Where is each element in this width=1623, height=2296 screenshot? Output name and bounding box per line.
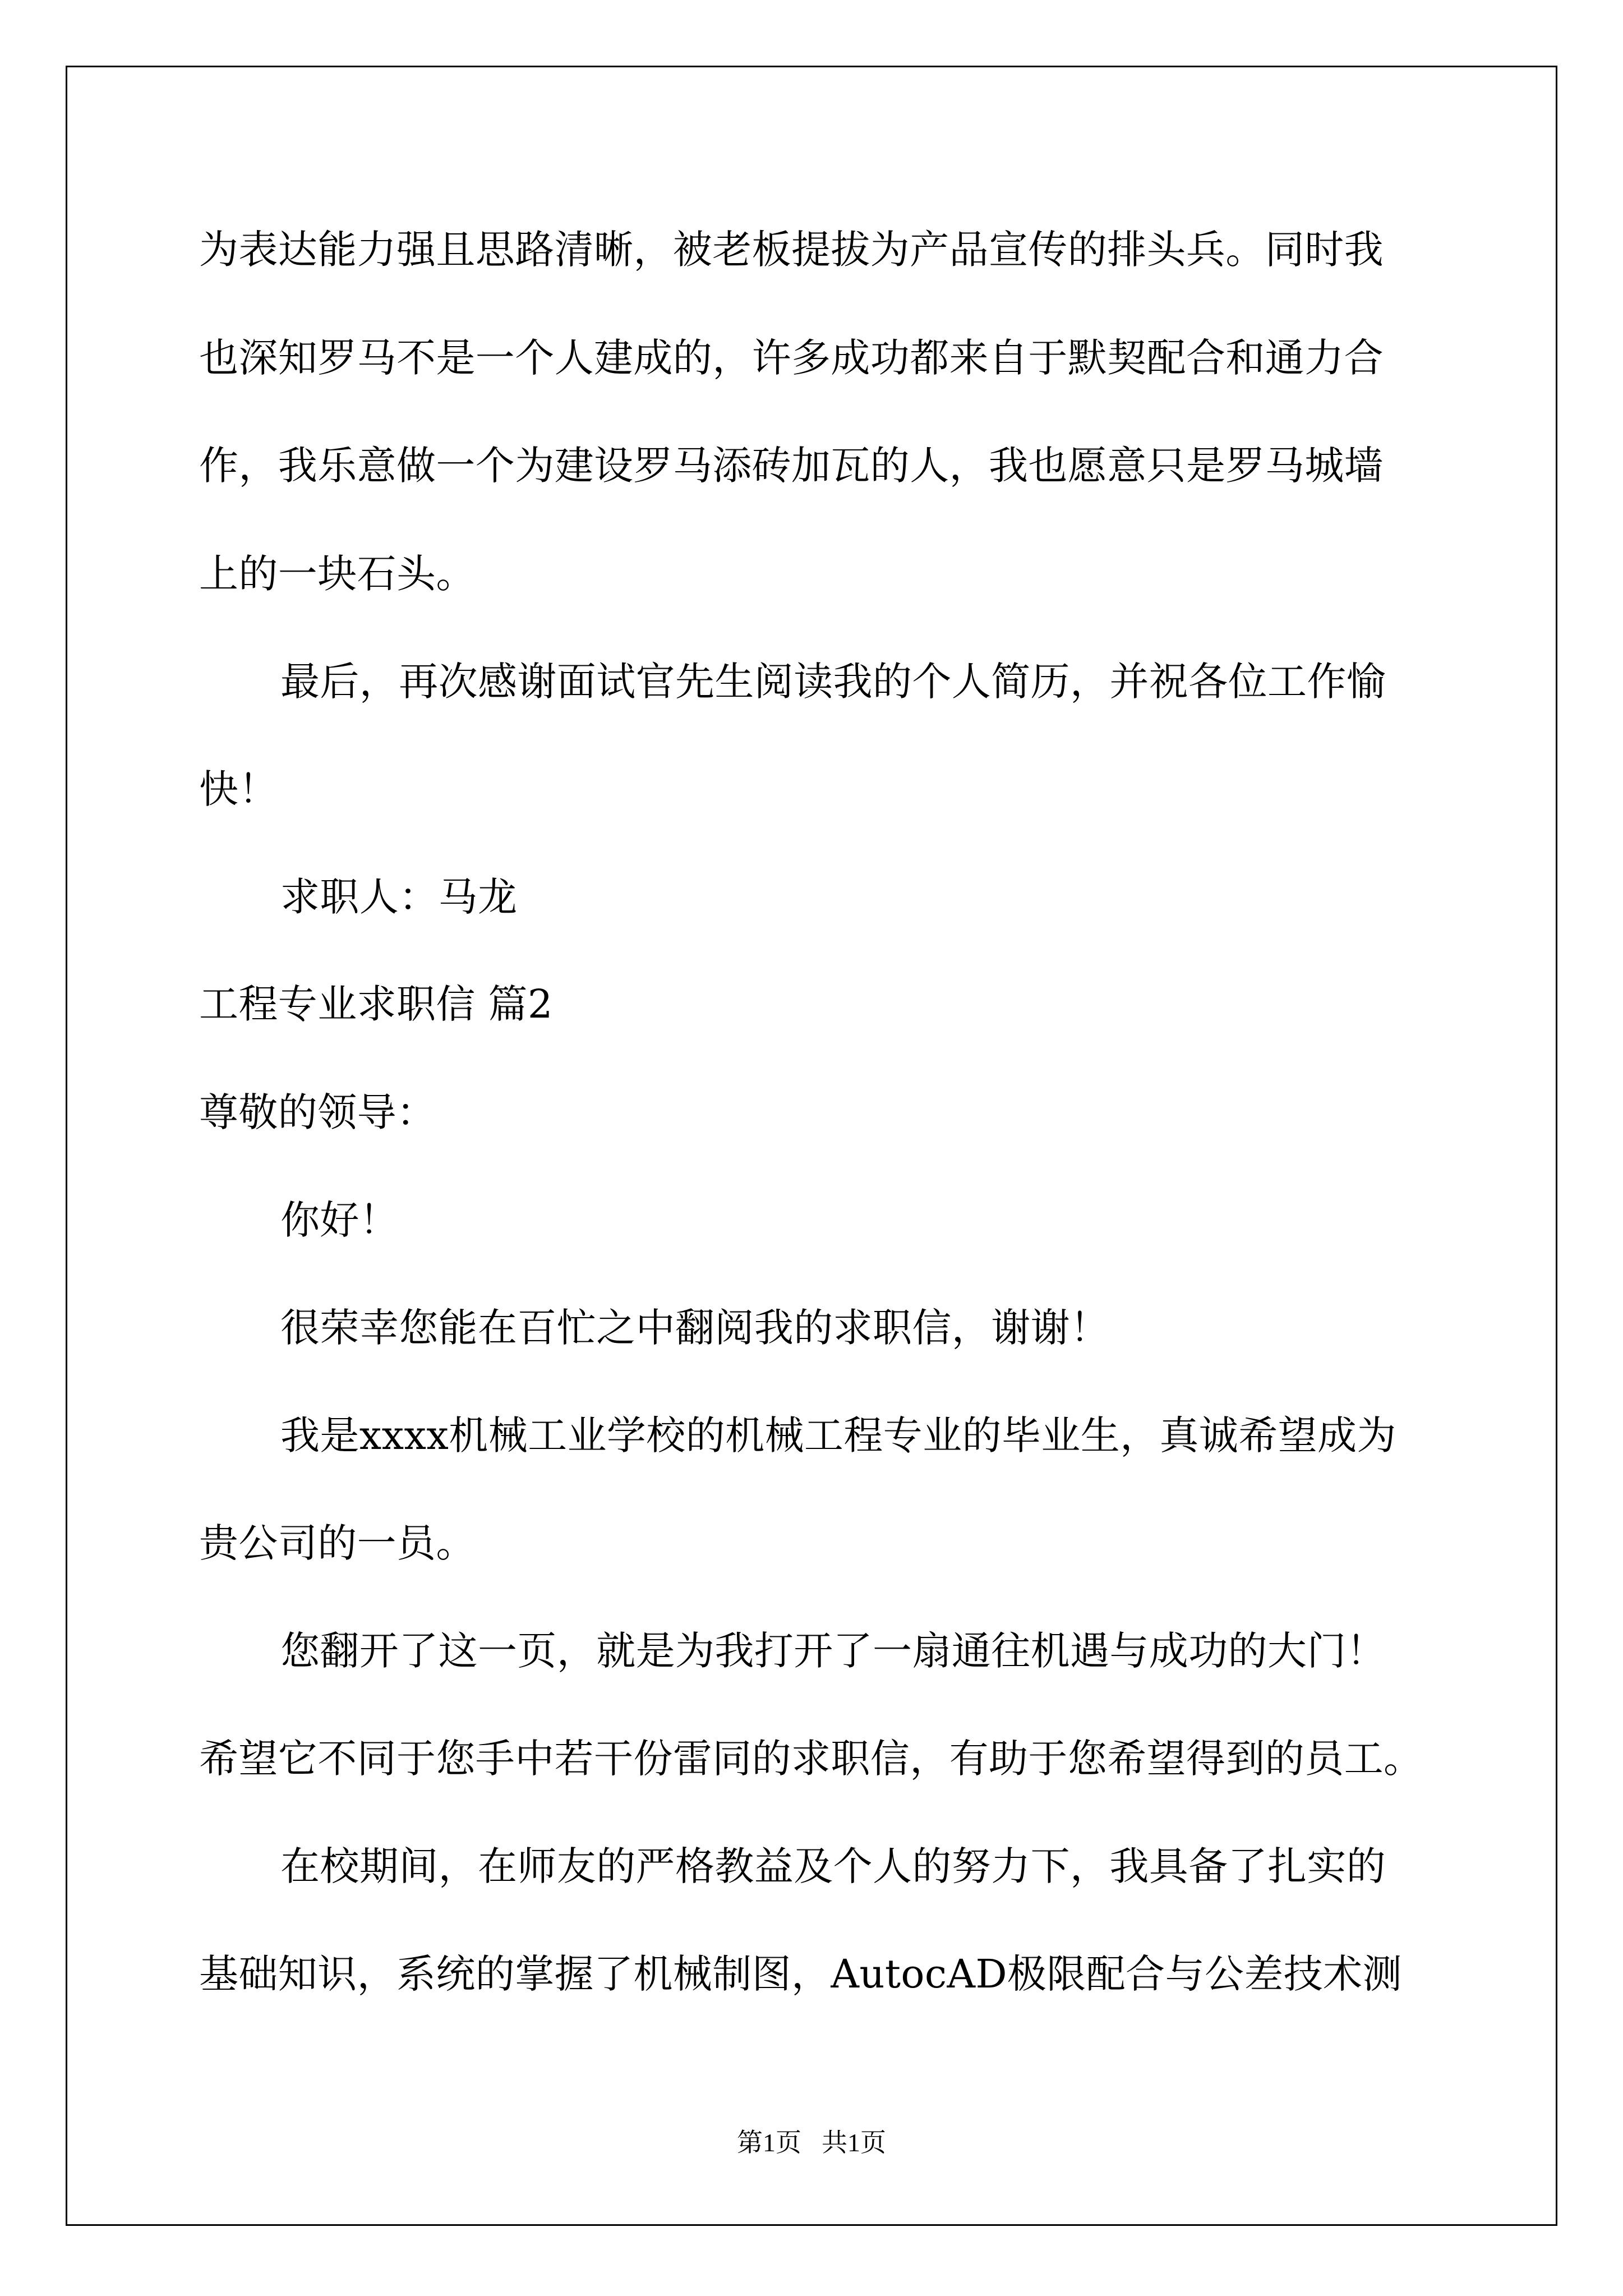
paragraph-line: 在校期间，在师友的严格教益及个人的努力下，我具备了扎实的: [280, 1843, 1386, 1889]
salutation: 尊敬的领导：: [199, 1089, 436, 1135]
paragraph-line: 上的一块石头。: [199, 551, 476, 597]
paragraph-line: 您翻开了这一页，就是为我打开了一扇通往机遇与成功的大门！: [280, 1628, 1386, 1674]
page-border: [66, 66, 1557, 2226]
greeting: 你好！: [280, 1197, 399, 1243]
paragraph-line: 最后，再次感谢面试官先生阅读我的个人简历，并祝各位工作愉: [280, 659, 1386, 705]
paragraph-line: 希望它不同于您手中若干份雷同的求职信，有助于您希望得到的员工。: [199, 1736, 1423, 1782]
paragraph-line: 作，我乐意做一个为建设罗马添砖加瓦的人，我也愿意只是罗马城墙: [199, 443, 1384, 489]
paragraph-line: 也深知罗马不是一个人建成的，许多成功都来自于默契配合和通力合: [199, 335, 1384, 381]
page-number: 第1页: [737, 2128, 801, 2157]
page-footer: [0, 2126, 1623, 2160]
signature-line: 求职人：马龙: [280, 874, 518, 920]
paragraph-line: 贵公司的一员。: [199, 1520, 476, 1566]
section-heading: 工程专业求职信 篇2: [199, 981, 553, 1027]
paragraph-line: 为表达能力强且思路清晰，被老板提拔为产品宣传的排头兵。同时我: [199, 227, 1384, 273]
paragraph-line: 很荣幸您能在百忙之中翻阅我的求职信，谢谢！: [280, 1305, 1110, 1351]
paragraph-line: 快！: [199, 766, 278, 812]
page-total: 共1页: [822, 2128, 886, 2157]
paragraph-line: 我是xxxx机械工业学校的机械工程专业的毕业生，真诚希望成为: [280, 1412, 1396, 1458]
paragraph-line: 基础知识，系统的掌握了机械制图，AutocAD极限配合与公差技术测: [199, 1951, 1402, 1997]
